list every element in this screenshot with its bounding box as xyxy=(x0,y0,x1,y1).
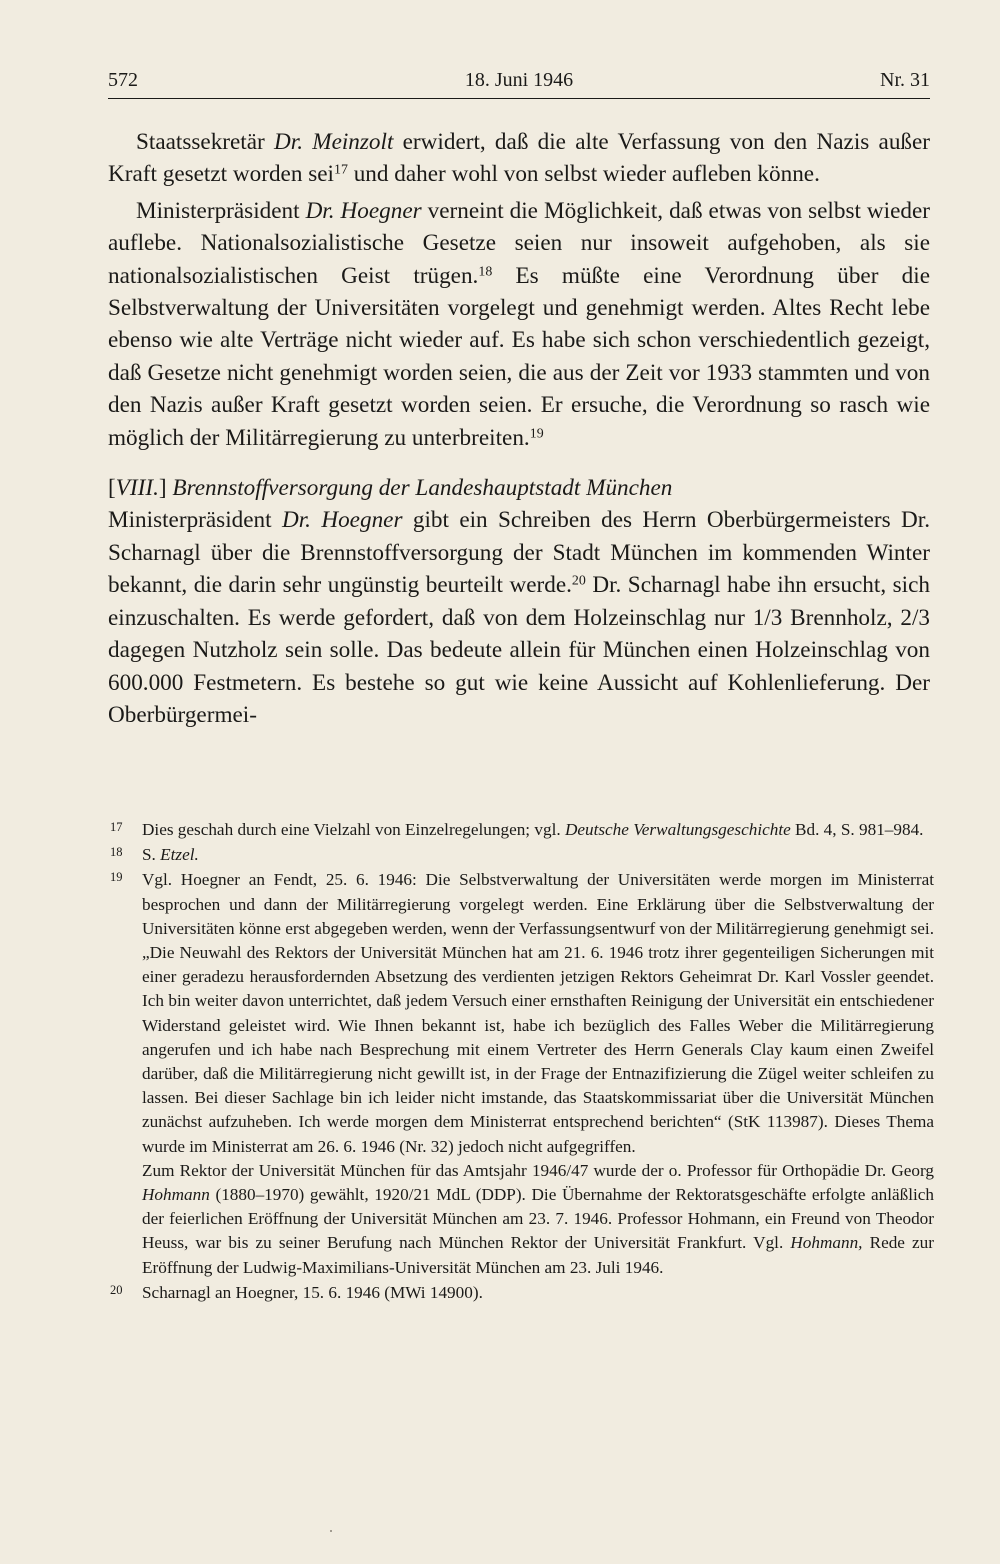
speaker-name: Dr. Meinzolt xyxy=(274,129,394,155)
header-date: 18. Juni 1946 xyxy=(464,69,574,91)
header-rule xyxy=(108,98,930,99)
page-number: 572 xyxy=(108,69,138,91)
text-run: Dr. Scharnagl habe ihn ersucht, sich einzuschalten. Es werde gefordert, daß von dem Holzeinschlag nur 1/3 Brennholz, 2/3 dagegen Nutzholz sein solle. Das bedeute allein für München einen Holzeinschlag von 600.000 Festmetern. Es bestehe so gut wie keine Aussicht auf Kohlenlieferung. Der Oberbürgermei- xyxy=(108,572,930,728)
footnote-text-continued xyxy=(142,1159,934,1280)
footnote-18 xyxy=(108,843,934,867)
text-run: Es müßte eine Verordnung über die Selbstverwaltung der Universitäten vorgelegt und genehmigt werden. Altes Recht lebe ebenso wie alte Verträge nicht wieder auf. Es habe sich schon verschiedentlich gezeigt, daß Gesetze nicht genehmigt worden seien, die aus der Zeit vor 1933 stammten und von den Nazis außer Kraft gesetzt worden seien. Er ersuche, die Verordnung so rasch wie möglich der Militärregierung zu unterbreiten. xyxy=(108,262,930,451)
footnote-text: Scharnagl an Hoegner, 15. 6. 1946 (MWi 14900). xyxy=(142,1282,483,1302)
body-paragraph xyxy=(108,126,930,191)
text-run: Dies geschah durch eine Vielzahl von Einzelregelungen; vgl. xyxy=(142,820,565,839)
footnote-text: Vgl. Hoegner an Fendt, 25. 6. 1946: Die Selbstverwaltung der Universitäten werde morgen im Ministerrat besprochen und dann der Militärregierung vorgelegt werden. Eine Erklärung über die Selbstverwaltung der Universitäten könne erst abgegeben werden, wenn der Verfassungsentwurf von der Militärregierung genehmigt sei. „Die Neuwahl des Rektors der Universität München hat am 21. 6. 1946 trotz ihrer gegenteiligen Sicherungen mit einer geradezu herausfordernden Absetzung des verdienten jetzigen Rektors Geheimrat Dr. Karl Vossler geendet. Ich bin weiter davon unterrichtet, daß jedem Versuch einer ernsthaften Reinigung der Universität ein entschiedener Widerstand geleistet wird. Wie Ihnen bekannt ist, habe ich bezüglich des Falles Weber die Militärregierung angerufen und ich habe nach Besprechung mit einem Vertreter des Herrn Generals Clay kaum einen Zweifel darüber, daß die Militärregierung nicht gewillt ist, in der Frage der Entnazifizierung die Zügel weiter schleifen zu lassen. Bei dieser Sachlage bin ich leider nicht imstande, das Staatskommissariat über die Universität München zunächst aufzuheben. Ich werde morgen dem Ministerrat entsprechend berichten“ (StK 113987). Dieses Thema wurde im Ministerrat am 26. 6. 1946 (Nr. 32) jedoch nicht aufgegriffen. xyxy=(142,870,934,1156)
footnote-ref: 19 xyxy=(529,426,544,442)
footnote-19 xyxy=(108,868,934,1279)
footnote-ref: 20 xyxy=(571,573,586,589)
bracket: ] xyxy=(158,475,173,502)
footnote-17 xyxy=(108,818,934,842)
bracket: [ xyxy=(108,475,116,502)
italic-name: Hohmann xyxy=(142,1185,210,1205)
footnote-ref: 18 xyxy=(478,263,493,279)
text-run: Ministerpräsident xyxy=(108,507,282,534)
section-title: Brennstoffversorgung der Landeshauptstadt München xyxy=(172,475,673,502)
body-paragraph xyxy=(108,195,930,454)
footnote-20 xyxy=(108,1281,934,1305)
running-header xyxy=(108,66,930,96)
speaker-name: Dr. Hoegner xyxy=(281,507,403,534)
body-paragraph xyxy=(108,504,930,731)
footnote-text xyxy=(142,843,934,867)
footnotes xyxy=(108,818,934,1306)
footnote-ref: 17 xyxy=(334,162,348,178)
section-heading xyxy=(108,472,930,504)
italic-name: Hohmann, xyxy=(790,1233,863,1253)
text-run: verneint die Möglichkeit, daß etwas von selbst wieder auflebe. Nationalsozialistische Gesetze seien nur insoweit aufgehoben, als sie nationalsozialistischen Geist trügen. xyxy=(108,197,930,289)
main-text xyxy=(108,126,930,731)
paper-speck xyxy=(330,1530,332,1532)
section-numeral: VIII. xyxy=(115,475,159,502)
text-run: Staatssekretär xyxy=(136,129,275,155)
text-run: Bd. 4, S. 981–984. xyxy=(790,820,924,839)
italic-citation: Etzel. xyxy=(160,845,199,865)
footnote-text xyxy=(142,818,934,842)
italic-citation: Deutsche Verwaltungsgeschichte xyxy=(564,820,791,839)
text-run: Ministerpräsident xyxy=(136,197,306,224)
footnote-number: 17 xyxy=(110,820,123,834)
text-run: und daher wohl von selbst wieder aufleben könne. xyxy=(347,161,820,188)
text-run: gibt ein Schreiben des Herrn Oberbürgermeisters Dr. Scharnagl über die Brennstoffversorgung der Stadt München im kommenden Winter bekannt, die darin sehr ungünstig beurteilt werde. xyxy=(108,507,930,599)
speaker-name: Dr. Hoegner xyxy=(305,197,422,224)
text-run: (1880–1970) gewählt, 1920/21 MdL (DDP). Die Übernahme der Rektoratsgeschäfte erfolgte anläßlich der feierlichen Eröffnung der Universität München am 23. 7. 1946. Professor Hohmann, ein Freund von Theodor Heuss, war bis zu seiner Berufung nach München Rektor der Universität Frankfurt. Vgl. xyxy=(142,1185,934,1253)
footnote-number: 18 xyxy=(110,845,123,860)
text-run: Zum Rektor der Universität München für das Amtsjahr 1946/47 wurde der o. Professor für Orthopädie Dr. Georg xyxy=(142,1160,934,1180)
document-number: Nr. 31 xyxy=(880,69,930,91)
text-run: Rede zur Eröffnung der Ludwig-Maximilians-Universität München am 23. Juli 1946. xyxy=(142,1233,934,1277)
text-run: erwidert, daß die alte Verfassung von den Nazis außer Kraft gesetzt worden sei xyxy=(108,129,931,188)
text-run: S. xyxy=(142,845,161,865)
footnote-number: 19 xyxy=(110,870,123,885)
footnote-number: 20 xyxy=(110,1282,123,1297)
